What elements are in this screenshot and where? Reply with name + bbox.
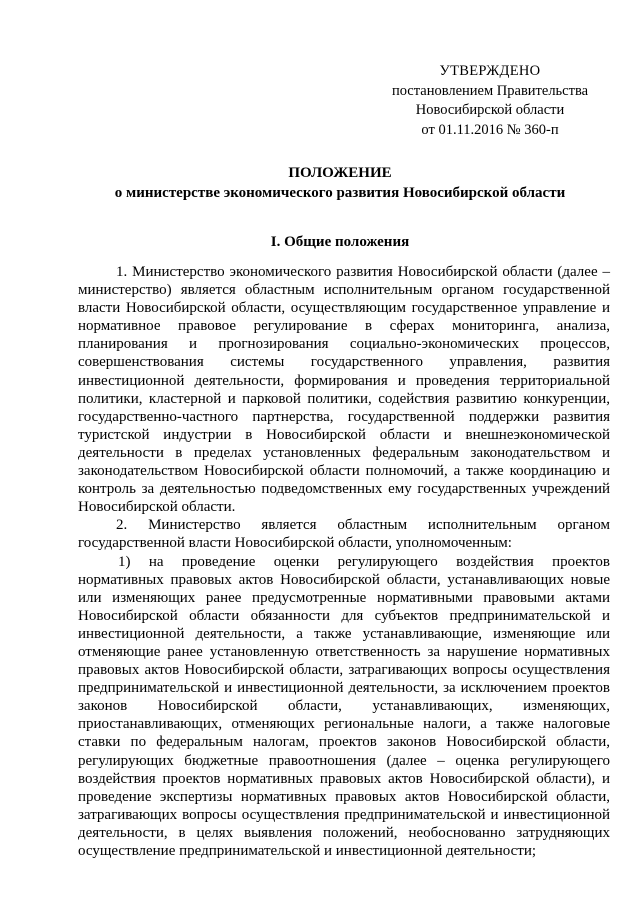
approval-line-resolution: постановлением Правительства (391, 82, 589, 99)
approval-heading: УТВЕРЖДЕНО (439, 63, 541, 79)
paragraph-1: 1. Министерство экономического развития Новосибирской области (далее – министерство) является областным исполнительным органом государственной власти Новосибирской области, осуществляющим государственное управление и нормативное правовое регулирование в сферах мониторинга, анализа, планирования и прогнозирования социально-экономических процессов, совершенствования системы государственного управления, развития инвестиционной деятельности, формирования и проведения территориальной политики, кластерной и парковой политики, содействия развитию конкуренции, государственно-частного партнерства, государственной поддержки развития туристской индустрии в Новосибирской области и внешнеэкономической деятельности в пределах установленных федеральным законодательством и законодательством Новосибирской области полномочий, а также координацию и контроль за деятельностью подведомственных ему государственных учреждений Новосибирской области. (78, 264, 610, 516)
approval-line-region: Новосибирской области (415, 102, 565, 118)
approval-line-date: от 01.11.2016 № 360-п (421, 121, 559, 138)
paragraph-2: 2. Министерство является областным исполнительным органом государственной власти Новосибирской области, уполномоченным: (78, 517, 610, 552)
title-line-2: о министерстве экономического развития Новосибирской области (114, 185, 566, 201)
paragraph-2-item-1: 1) на проведение оценки регулирующего воздействия проектов нормативных правовых актов Новосибирской области, устанавливающих новые или изменяющих ранее предусмотренные нормативными правовыми актами Новосибирской области обязанности для субъектов предпринимательской и инвестиционной деятельности, а также устанавливающие, изменяющие или отменяющие ранее установленную ответственность за нарушение нормативных правовых актов Новосибирской области, затрагивающих вопросы осуществления предпринимательской и инвестиционной деятельности, за исключением проектов законов Новосибирской области, устанавливающих, изменяющих, приостанавливающих, отменяющих региональные налоги, а также налоговые ставки по федеральным налогам, проектов законов Новосибирской области, регулирующих бюджетные правоотношения (далее – оценка регулирующего воздействия проектов нормативных правовых актов Новосибирской области), и проведение экспертизы нормативных правовых актов Новосибирской области, затрагивающих вопросы осуществления предпринимательской и инвестиционной деятельности, в целях выявления положений, необоснованно затрудняющих осуществление предпринимательской и инвестиционной деятельности; (78, 553, 610, 859)
document-body (78, 263, 610, 860)
document-title (70, 163, 610, 203)
approval-stamp (390, 62, 590, 140)
section-heading: I. Общие положения (270, 234, 410, 250)
title-line-1: ПОЛОЖЕНИЕ (288, 165, 392, 181)
